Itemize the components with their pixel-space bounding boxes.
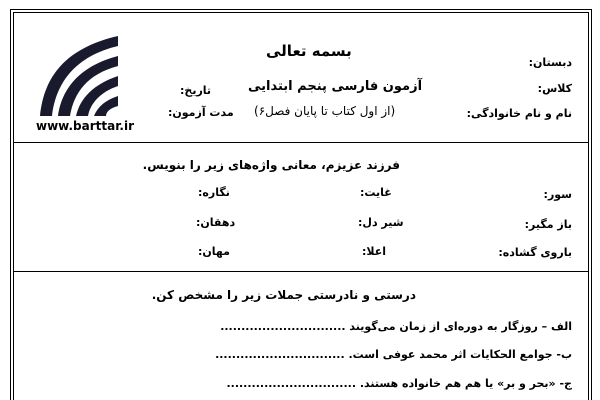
- section1-instruction: فرزند عزیزم، معانی واژه‌های زیر را بنویس.: [142, 158, 400, 172]
- word-mehan: مهان:: [198, 245, 230, 258]
- section2-instruction: درستی و نادرستی جملات زیر را مشخص کن.: [151, 288, 416, 302]
- bismillah: بسمه تعالی: [266, 42, 352, 60]
- school-label: دبستان:: [528, 56, 572, 69]
- truefalse-item-b: ب- جوامع الحکایات اثر محمد عوفی است. ...............................: [215, 348, 572, 361]
- word-sur: سور:: [543, 188, 572, 201]
- class-label: کلاس:: [537, 82, 572, 95]
- exam-scope: (از اول کتاب تا پایان فصل۶): [254, 104, 396, 118]
- word-baz-magir: باز مگیر:: [524, 218, 572, 231]
- name-label: نام و نام خانوادگی:: [466, 107, 572, 120]
- word-baroy-goshadeh: باروی گشاده:: [498, 246, 572, 259]
- duration-label: مدت آزمون:: [168, 106, 234, 119]
- word-negareh: نگاره:: [198, 186, 230, 199]
- date-label: تاریخ:: [180, 84, 212, 97]
- header-divider: [14, 142, 588, 143]
- word-ghayat: غایت:: [360, 186, 392, 199]
- logo-text: www.barttar.ir: [36, 119, 135, 133]
- word-ala: اعلا:: [362, 245, 387, 258]
- truefalse-item-c: ج- «بحر و بر» یا هم هم خانواده هستند. ...............................: [226, 377, 572, 390]
- truefalse-item-a: الف – روزگار به دوره‌ای از زمان می‌گویند ..............................: [220, 320, 572, 333]
- section-divider: [14, 271, 588, 272]
- word-dehghan: دهقان:: [196, 216, 236, 229]
- barttar-logo-icon: [36, 36, 118, 116]
- exam-title: آزمون فارسی پنجم ابتدایی: [248, 79, 423, 94]
- word-shir-del: شیر دل:: [358, 216, 404, 229]
